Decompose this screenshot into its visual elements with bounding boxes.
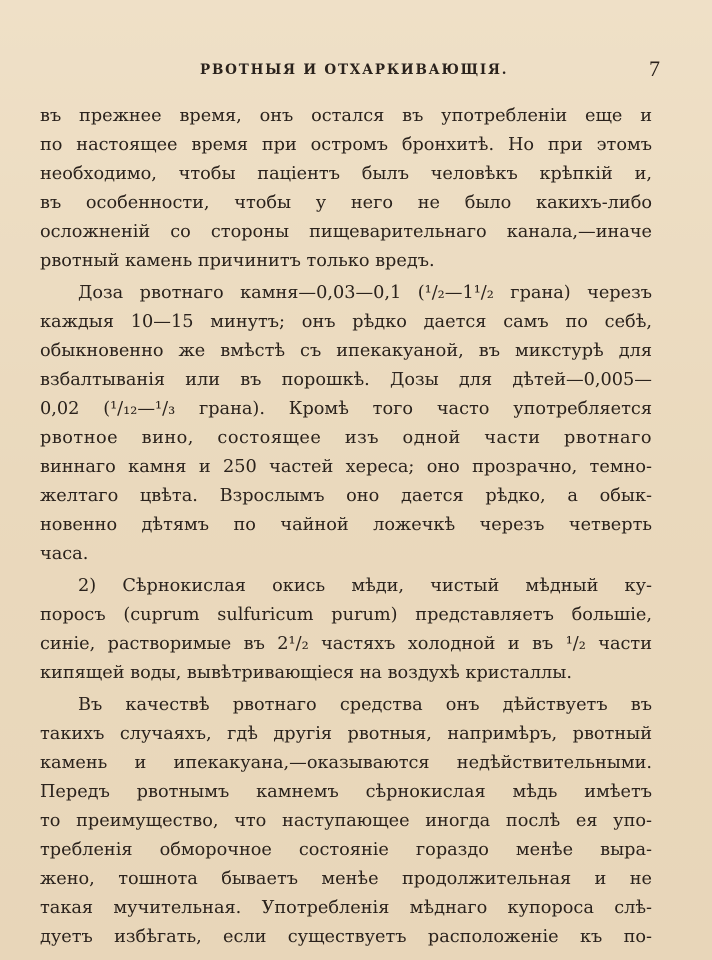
text-line: кипящей воды, вывѣтривающіеся на воздухѣ кристаллы. (40, 663, 572, 683)
text-line: необходимо, чтобы паціентъ былъ человѣкъ крѣпкій и, (40, 164, 652, 184)
text-line: часа. (40, 544, 89, 564)
text-line: каждыя 10—15 минутъ; онъ рѣдко дается самъ по себѣ, (40, 312, 652, 332)
paragraph-first-line: Доза рвотнаго камня—0,03—0,1 (¹/₂—1¹/₂ грана) черезъ (78, 283, 652, 303)
text-line: поросъ (cuprum sulfuricum purum) представляетъ большіе, (40, 605, 652, 625)
text-line: дуетъ избѣгать, если существуетъ расположеніе къ по- (40, 927, 652, 947)
body-text (40, 102, 652, 952)
text-line: желтаго цвѣта. Взрослымъ оно дается рѣдко, а обык- (40, 486, 652, 506)
text-line: камень и ипекакуана,—оказываются недѣйствительными. (40, 753, 652, 773)
text-line: то преимущество, что наступающее иногда послѣ ея упо- (40, 811, 652, 831)
text-line: рвотное вино, состоящее изъ одной части рвотнаго (40, 428, 652, 448)
text-line: взбалтыванія или въ порошкѣ. Дозы для дѣтей—0,005— (40, 370, 652, 390)
text-line: требленія обморочное состояніе гораздо менѣе выра- (40, 840, 652, 860)
text-line: такихъ случаяхъ, гдѣ другія рвотныя, напримѣръ, рвотный (40, 724, 652, 744)
text-line: осложненій со стороны пищеварительнаго канала,—иначе (40, 222, 652, 242)
paragraph-first-line: 2) Сѣрнокислая окись мѣди, чистый мѣдный ку- (78, 576, 652, 596)
text-line: 0,02 (¹/₁₂—¹/₃ грана). Кромѣ того часто употребляется (40, 399, 652, 419)
paragraph-first-line: Въ качествѣ рвотнаго средства онъ дѣйствуетъ въ (78, 695, 652, 715)
text-line: новенно дѣтямъ по чайной ложечкѣ черезъ четверть (40, 515, 652, 535)
text-line: въ особенности, чтобы у него не было какихъ-либо (40, 193, 652, 213)
text-line: по настоящее время при остромъ бронхитѣ. Но при этомъ (40, 135, 652, 155)
text-line: такая мучительная. Употребленія мѣднаго купороса слѣ- (40, 898, 652, 918)
text-line: виннаго камня и 250 частей хереса; оно прозрачно, темно- (40, 457, 652, 477)
text-line: Передъ рвотнымъ камнемъ сѣрнокислая мѣдь имѣетъ (40, 782, 652, 802)
text-line: въ прежнее время, онъ остался въ употребленіи еще и (40, 106, 652, 126)
text-line: жено, тошнота бываетъ менѣе продолжительная и не (40, 869, 652, 889)
page-number: 7 (649, 56, 660, 81)
text-line: синіе, растворимые въ 2¹/₂ частяхъ холодной и въ ¹/₂ части (40, 634, 652, 654)
running-head: РВОТНЫЯ И ОТХАРКИВАЮЩІЯ. (200, 62, 509, 78)
text-line: обыкновенно же вмѣстѣ съ ипекакуаной, въ микстурѣ для (40, 341, 652, 361)
text-line: рвотный камень причинитъ только вредъ. (40, 251, 435, 271)
page-header (40, 56, 660, 88)
